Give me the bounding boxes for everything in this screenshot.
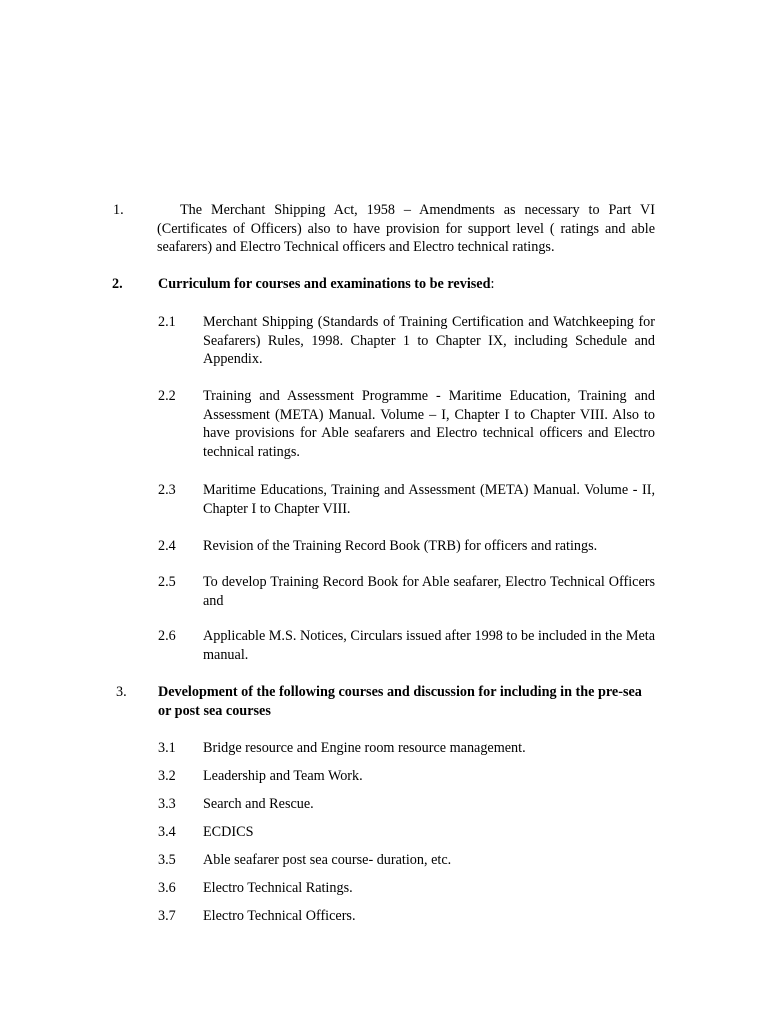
section-heading-text: Development of the following courses and discussion for including in the pre-sea or post sea courses (158, 684, 642, 719)
section-text: The Merchant Shipping Act, 1958 – Amendments as necessary to Part VI (Certificates of Officers) also to have provision for support level ( ratings and able seafarers) and Electro Technical officers and Electro technical ratings. (157, 202, 655, 256)
section-number: 3. (116, 684, 127, 700)
item-text: Maritime Educations, Training and Assessment (META) Manual. Volume - II, Chapter I to Chapter VIII. (203, 482, 655, 517)
item-number: 3.3 (158, 796, 176, 812)
item-number: 2.5 (158, 574, 176, 590)
item-text: Revision of the Training Record Book (TRB) for officers and ratings. (203, 538, 598, 554)
item-text: Electro Technical Ratings. (203, 880, 353, 896)
section-number: 2. (112, 276, 123, 292)
item-number: 2.3 (158, 482, 176, 498)
item-number: 3.6 (158, 880, 176, 896)
item-text: Leadership and Team Work. (203, 768, 363, 784)
item-number: 2.2 (158, 388, 176, 404)
item-text: Electro Technical Officers. (203, 908, 356, 924)
section-paragraph (157, 201, 655, 257)
item-text: Search and Rescue. (203, 796, 314, 812)
item-text: Able seafarer post sea course- duration, etc. (203, 852, 452, 868)
item-number: 3.7 (158, 908, 176, 924)
item-number: 3.5 (158, 852, 176, 868)
section-heading (158, 683, 658, 720)
item-number: 3.2 (158, 768, 176, 784)
item-number: 3.1 (158, 740, 176, 756)
item-text: ECDICS (203, 824, 254, 840)
section-heading (158, 275, 658, 294)
item-text: Applicable M.S. Notices, Circulars issued after 1998 to be included in the Meta manual. (203, 628, 655, 663)
item-number: 2.4 (158, 538, 176, 554)
item-number: 3.4 (158, 824, 176, 840)
section-heading-suffix: : (490, 276, 495, 292)
item-text: Merchant Shipping (Standards of Training Certification and Watchkeeping for Seafarers) Rules, 1998. Chapter 1 to Chapter IX, including Schedule and Appendix. (203, 314, 655, 368)
item-number: 2.6 (158, 628, 176, 644)
item-number: 2.1 (158, 314, 176, 330)
section-heading-text: Curriculum for courses and examinations to be revised (158, 276, 491, 292)
item-text: Training and Assessment Programme - Maritime Education, Training and Assessment (META) Manual. Volume – I, Chapter I to Chapter VIII. Also to have provisions for Able seafarers and Electro technical officers and Electro technical ratings. (203, 388, 655, 460)
section-number: 1. (113, 202, 124, 218)
item-text: To develop Training Record Book for Able seafarer, Electro Technical Officers and (203, 574, 655, 609)
item-text: Bridge resource and Engine room resource management. (203, 740, 526, 756)
